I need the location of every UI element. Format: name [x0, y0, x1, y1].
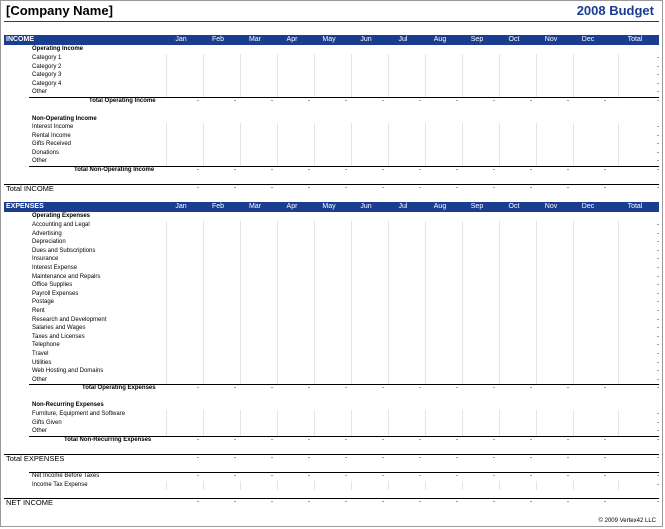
net-income-label: NET INCOME: [6, 498, 53, 507]
cell-dec[interactable]: -: [604, 385, 606, 391]
cell-total[interactable]: -: [657, 325, 659, 332]
operating-expense-item-label: Payroll Expenses: [32, 290, 79, 297]
operating-expense-item-label: Telephone: [32, 342, 60, 349]
cell-oct[interactable]: -: [530, 499, 532, 505]
month-header-feb: Feb: [211, 203, 225, 210]
total-non-operating-income-label: Total Non-Operating Income: [74, 167, 155, 173]
cell-sep[interactable]: -: [493, 437, 495, 443]
month-header-oct: Oct: [508, 203, 520, 210]
non-operating-income-item-label: Gifts Received: [32, 141, 72, 148]
cell-oct[interactable]: -: [530, 385, 532, 391]
cell-mar[interactable]: -: [271, 385, 273, 391]
non-operating-income-item-label: Donations: [32, 149, 60, 156]
cell-total[interactable]: -: [657, 80, 659, 87]
month-header-jun: Jun: [360, 203, 372, 210]
cell-total[interactable]: -: [657, 482, 659, 488]
cell-may[interactable]: -: [345, 167, 347, 173]
operating-income-item-label: Category 2: [32, 63, 62, 70]
cell-total[interactable]: -: [657, 299, 659, 306]
operating-expense-item-label: Interest Expense: [32, 265, 78, 271]
cell-jun[interactable]: -: [382, 167, 384, 173]
cell-total[interactable]: -: [657, 158, 659, 165]
cell-sep[interactable]: -: [493, 473, 495, 479]
operating-expenses-heading-label: Operating Expenses: [32, 213, 91, 219]
net-income: [4, 498, 659, 507]
cell-total[interactable]: -: [657, 141, 659, 148]
month-header-may: May: [322, 203, 336, 210]
cell-aug[interactable]: -: [456, 455, 458, 461]
cell-nov[interactable]: -: [567, 98, 569, 104]
cell-dec[interactable]: -: [604, 98, 606, 104]
cell-dec[interactable]: -: [604, 455, 606, 461]
operating-expense-item-label: Postage: [32, 299, 55, 306]
operating-expense-item-label: Office Supplies: [32, 282, 73, 289]
net-income-before-taxes-label: Net Income Before Taxes: [32, 473, 100, 479]
copyright-footer: © 2009 Vertex42 LLC: [598, 518, 656, 524]
cell-mar[interactable]: -: [271, 98, 273, 104]
cell-total[interactable]: -: [657, 411, 659, 417]
cell-aug[interactable]: -: [456, 473, 458, 479]
operating-expense-item-label: Maintenance and Repairs: [32, 273, 101, 280]
cell-sep[interactable]: -: [493, 167, 495, 173]
cell-nov[interactable]: -: [567, 499, 569, 505]
cell-may[interactable]: -: [345, 455, 347, 461]
cell-sep[interactable]: -: [493, 385, 495, 391]
month-header-jul: Jul: [398, 36, 408, 43]
month-header-total: Total: [627, 203, 643, 210]
income-header: [4, 35, 659, 45]
total-income-rule: [4, 184, 659, 185]
month-header-apr: Apr: [286, 36, 298, 43]
cell-may[interactable]: -: [345, 437, 347, 443]
cell-mar[interactable]: -: [271, 499, 273, 505]
total-non-recurring-expenses-label: Total Non-Recurring Expenses: [64, 437, 152, 443]
non-operating-income-item-label: Interest Income: [32, 124, 74, 130]
cell-jan[interactable]: -: [197, 437, 199, 443]
month-header-jan: Jan: [175, 36, 187, 43]
cell-may[interactable]: -: [345, 473, 347, 479]
cell-total[interactable]: -: [657, 419, 659, 426]
cell-feb[interactable]: -: [234, 385, 236, 391]
cell-jul[interactable]: -: [419, 455, 421, 461]
cell-total[interactable]: -: [657, 55, 659, 61]
total-operating-income: [4, 97, 659, 106]
cell-dec[interactable]: -: [604, 167, 606, 173]
cell-total[interactable]: -: [657, 359, 659, 366]
cell-dec[interactable]: -: [604, 473, 606, 479]
cell-feb[interactable]: -: [234, 185, 236, 191]
cell-total[interactable]: -: [657, 333, 659, 340]
income-header-label: INCOME: [6, 36, 34, 43]
cell-sep[interactable]: -: [493, 499, 495, 505]
cell-jan[interactable]: -: [197, 499, 199, 505]
total-expenses: [4, 454, 659, 463]
cell-total[interactable]: -: [657, 428, 659, 435]
cell-nov[interactable]: -: [567, 455, 569, 461]
cell-jul[interactable]: -: [419, 385, 421, 391]
cell-jun[interactable]: -: [382, 185, 384, 191]
operating-expense-item-label: Web Hosting and Domains: [32, 368, 104, 375]
cell-jun[interactable]: -: [382, 499, 384, 505]
cell-total[interactable]: -: [657, 132, 659, 139]
cell-apr[interactable]: -: [308, 185, 310, 191]
cell-oct[interactable]: -: [530, 98, 532, 104]
operating-expense-item-label: Salaries and Wages: [32, 325, 86, 332]
cell-jan[interactable]: -: [197, 167, 199, 173]
cell-total[interactable]: -: [657, 167, 659, 173]
cell-total[interactable]: -: [657, 316, 659, 323]
operating-expense-item-label: Insurance: [32, 256, 59, 263]
cell-feb[interactable]: -: [234, 499, 236, 505]
total-operating-income-label: Total Operating Income: [89, 98, 156, 104]
total-operating-income-rule: [29, 97, 659, 98]
operating-expense-item-label: Accounting and Legal: [32, 222, 90, 228]
month-header-mar: Mar: [248, 36, 262, 43]
cell-jun[interactable]: -: [382, 385, 384, 391]
cell-total[interactable]: -: [657, 273, 659, 280]
total-income: [4, 184, 659, 193]
company-name[interactable]: [Company Name]: [6, 3, 113, 18]
cell-mar[interactable]: -: [271, 437, 273, 443]
cell-apr[interactable]: -: [308, 437, 310, 443]
cell-nov[interactable]: -: [567, 167, 569, 173]
cell-total[interactable]: -: [657, 376, 659, 383]
operating-expense-item-label: Rent: [32, 308, 45, 314]
cell-jul[interactable]: -: [419, 98, 421, 104]
cell-total[interactable]: -: [657, 98, 659, 104]
operating-expense-item-label: Depreciation: [32, 239, 66, 246]
total-income-label: Total INCOME: [6, 184, 54, 193]
cell-oct[interactable]: -: [530, 167, 532, 173]
non-operating-income-heading-label: Non-Operating Income: [32, 116, 97, 122]
cell-total[interactable]: -: [657, 455, 659, 461]
cell-total[interactable]: -: [657, 385, 659, 391]
month-header-dec: Dec: [581, 203, 595, 210]
cell-aug[interactable]: -: [456, 437, 458, 443]
cell-total[interactable]: -: [657, 89, 659, 96]
month-header-feb: Feb: [211, 36, 225, 43]
cell-total[interactable]: -: [657, 256, 659, 263]
title-rule: [4, 21, 659, 22]
total-non-operating-income-rule: [29, 166, 659, 167]
cell-total[interactable]: -: [657, 124, 659, 130]
cell-feb[interactable]: -: [234, 473, 236, 479]
cell-may[interactable]: -: [345, 185, 347, 191]
net-income-rule: [4, 498, 659, 499]
cell-apr[interactable]: -: [308, 455, 310, 461]
total-non-operating-income: [4, 166, 659, 175]
non-recurring-expenses-heading-label: Non-Recurring Expenses: [32, 402, 104, 408]
non-recurring-expense-item-label: Gifts Given: [32, 419, 62, 426]
cell-may[interactable]: -: [345, 98, 347, 104]
cell-total[interactable]: -: [657, 437, 659, 443]
month-header-oct: Oct: [508, 36, 520, 43]
cell-jul[interactable]: -: [419, 473, 421, 479]
cell-feb[interactable]: -: [234, 455, 236, 461]
cell-aug[interactable]: -: [456, 499, 458, 505]
cell-jun[interactable]: -: [382, 455, 384, 461]
cell-jan[interactable]: -: [197, 473, 199, 479]
net-income-before-taxes: [4, 472, 659, 481]
cell-dec[interactable]: -: [604, 185, 606, 191]
cell-feb[interactable]: -: [234, 98, 236, 104]
cell-total[interactable]: -: [657, 149, 659, 156]
cell-total[interactable]: -: [657, 473, 659, 479]
cell-total[interactable]: -: [657, 368, 659, 375]
cell-aug[interactable]: -: [456, 185, 458, 191]
cell-apr[interactable]: -: [308, 385, 310, 391]
cell-total[interactable]: -: [657, 239, 659, 246]
cell-apr[interactable]: -: [308, 98, 310, 104]
operating-income-heading: [4, 45, 659, 54]
non-recurring-expense-item: [4, 427, 659, 436]
cell-aug[interactable]: -: [456, 167, 458, 173]
non-recurring-expense-item-label: Furniture, Equipment and Software: [32, 411, 126, 417]
cell-jan[interactable]: -: [197, 98, 199, 104]
cell-mar[interactable]: -: [271, 167, 273, 173]
cell-jan[interactable]: -: [197, 455, 199, 461]
operating-expense-item-label: Other: [32, 376, 48, 383]
operating-expense-item-label: Travel: [32, 351, 49, 357]
non-operating-income-item-label: Other: [32, 158, 48, 165]
cell-total[interactable]: -: [657, 247, 659, 254]
operating-expense-item-label: Advertising: [32, 230, 62, 237]
operating-expense-item-label: Taxes and Licenses: [32, 333, 85, 340]
operating-income-item-label: Category 1: [32, 55, 62, 61]
cell-jul[interactable]: -: [419, 499, 421, 505]
cell-apr[interactable]: -: [308, 499, 310, 505]
cell-jul[interactable]: -: [419, 185, 421, 191]
budget-title: 2008 Budget: [576, 3, 654, 18]
total-non-recurring-expenses-rule: [29, 436, 659, 437]
cell-jul[interactable]: -: [419, 167, 421, 173]
cell-total[interactable]: -: [657, 282, 659, 289]
cell-nov[interactable]: -: [567, 437, 569, 443]
total-expenses-label: Total EXPENSES: [6, 454, 65, 463]
cell-total[interactable]: -: [657, 230, 659, 237]
operating-income-item-label: Category 3: [32, 72, 62, 79]
cell-nov[interactable]: -: [567, 473, 569, 479]
month-header-aug: Aug: [433, 36, 447, 43]
cell-total[interactable]: -: [657, 308, 659, 314]
cell-aug[interactable]: -: [456, 385, 458, 391]
operating-expense-item-label: Utilities: [32, 359, 52, 366]
month-header-mar: Mar: [248, 203, 262, 210]
cell-jun[interactable]: -: [382, 98, 384, 104]
operating-expenses-heading: [4, 212, 659, 221]
cell-sep[interactable]: -: [493, 185, 495, 191]
month-header-dec: Dec: [581, 36, 595, 43]
month-header-aug: Aug: [433, 203, 447, 210]
expenses-header: [4, 202, 659, 212]
net-income-before-taxes-rule: [29, 472, 659, 473]
operating-income-heading-label: Operating Income: [32, 46, 84, 52]
cell-aug[interactable]: -: [456, 98, 458, 104]
cell-sep[interactable]: -: [493, 98, 495, 104]
expenses-header-label: EXPENSES: [6, 203, 44, 210]
month-header-nov: Nov: [544, 203, 558, 210]
cell-dec[interactable]: -: [604, 437, 606, 443]
month-header-sep: Sep: [470, 36, 484, 43]
income-tax-expense: [4, 481, 659, 490]
total-operating-expenses-rule: [29, 384, 659, 385]
cell-total[interactable]: -: [657, 222, 659, 228]
month-header-nov: Nov: [544, 36, 558, 43]
non-recurring-expense-item-label: Other: [32, 428, 48, 435]
operating-income-item-label: Other: [32, 89, 48, 96]
month-header-jun: Jun: [360, 36, 372, 43]
cell-total[interactable]: -: [657, 342, 659, 349]
cell-feb[interactable]: -: [234, 167, 236, 173]
cell-may[interactable]: -: [345, 499, 347, 505]
cell-jan[interactable]: -: [197, 385, 199, 391]
operating-income-item-label: Category 4: [32, 80, 62, 87]
cell-dec[interactable]: -: [604, 499, 606, 505]
cell-total[interactable]: -: [657, 63, 659, 70]
total-expenses-rule: [4, 454, 659, 455]
cell-jun[interactable]: -: [382, 473, 384, 479]
income-tax-expense-label: Income Tax Expense: [32, 482, 88, 488]
cell-total[interactable]: -: [657, 290, 659, 297]
month-header-jul: Jul: [398, 203, 408, 210]
cell-apr[interactable]: -: [308, 167, 310, 173]
month-header-sep: Sep: [470, 203, 484, 210]
total-operating-expenses: [4, 384, 659, 393]
cell-may[interactable]: -: [345, 385, 347, 391]
cell-total[interactable]: -: [657, 72, 659, 79]
operating-expense-item-label: Research and Development: [32, 316, 107, 323]
total-operating-expenses-label: Total Operating Expenses: [82, 385, 156, 391]
non-recurring-expenses-heading: [4, 401, 659, 410]
cell-total[interactable]: -: [657, 499, 659, 505]
cell-sep[interactable]: -: [493, 455, 495, 461]
cell-jun[interactable]: -: [382, 437, 384, 443]
non-operating-income-item-label: Rental Income: [32, 132, 71, 139]
cell-mar[interactable]: -: [271, 455, 273, 461]
cell-oct[interactable]: -: [530, 473, 532, 479]
cell-mar[interactable]: -: [271, 473, 273, 479]
operating-expense-item-label: Dues and Subscriptions: [32, 247, 96, 254]
month-header-jan: Jan: [175, 203, 187, 210]
cell-apr[interactable]: -: [308, 473, 310, 479]
cell-total[interactable]: -: [657, 185, 659, 191]
cell-nov[interactable]: -: [567, 185, 569, 191]
cell-mar[interactable]: -: [271, 185, 273, 191]
cell-feb[interactable]: -: [234, 437, 236, 443]
total-non-recurring-expenses: [4, 436, 659, 445]
cell-total[interactable]: -: [657, 351, 659, 357]
cell-jan[interactable]: -: [197, 185, 199, 191]
cell-total[interactable]: -: [657, 265, 659, 271]
cell-oct[interactable]: -: [530, 185, 532, 191]
cell-oct[interactable]: -: [530, 437, 532, 443]
cell-oct[interactable]: -: [530, 455, 532, 461]
month-header-may: May: [322, 36, 336, 43]
month-header-apr: Apr: [286, 203, 298, 210]
cell-jul[interactable]: -: [419, 437, 421, 443]
month-header-total: Total: [627, 36, 643, 43]
cell-nov[interactable]: -: [567, 385, 569, 391]
